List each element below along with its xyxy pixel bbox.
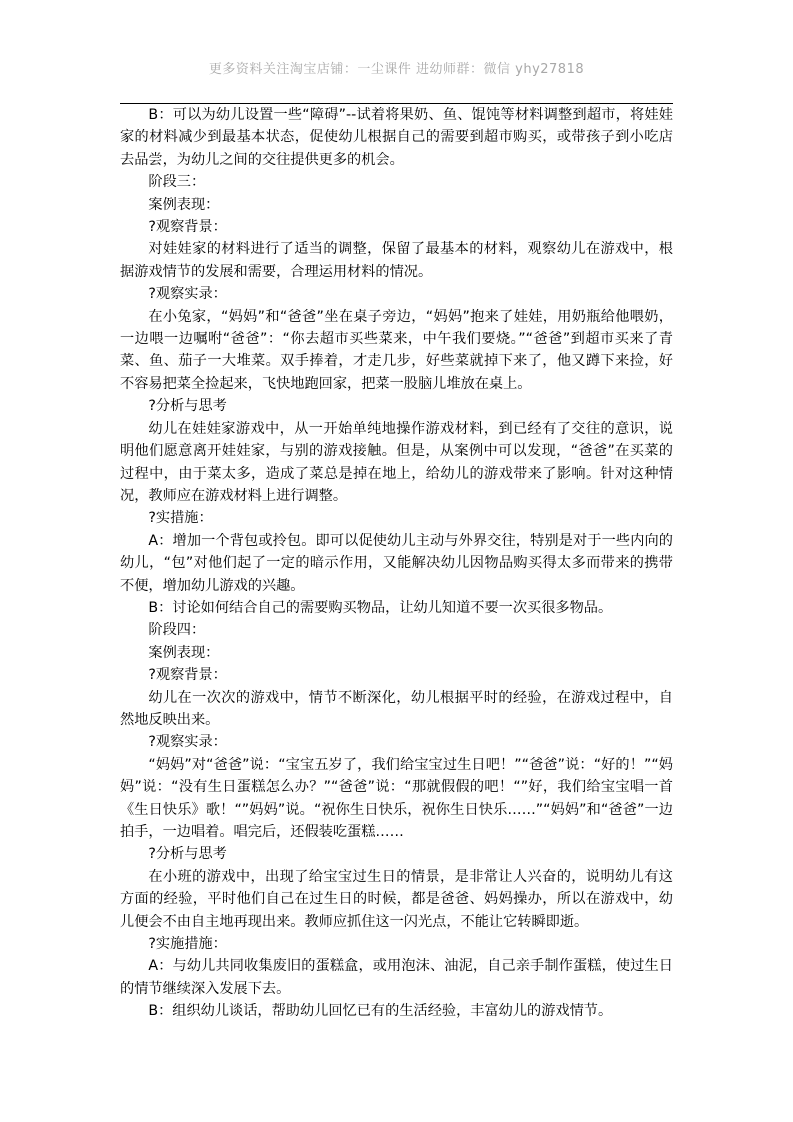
paragraph: 幼儿在一次次的游戏中，情节不断深化，幼儿根据平时的经验，在游戏过程中，自然地反映出来。 xyxy=(120,689,673,728)
paragraph: A：与幼儿共同收集废旧的蛋糕盒，或用泡沫、油泥，自己亲手制作蛋糕，使过生日的情节继续深入发展下去。 xyxy=(120,958,673,997)
paragraph: B：可以为幼儿设置一些“障碍”--试着将果奶、鱼、馄饨等材料调整到超市，将娃娃家的材料减少到最基本状态，促使幼儿根据自己的需要到超市购买，或带孩子到小吃店去品尝，为幼儿之间的交往提供更多的机会。 xyxy=(120,107,673,168)
paragraph: A：增加一个背包或拎包。即可以促使幼儿主动与外界交往，特别是对于一些内向的幼儿，“包”对他们起了一定的暗示作用，又能解决幼儿因物品购买得太多而带来的携带不便，增加幼儿游戏的兴趣。 xyxy=(120,532,673,594)
subheading: 案例表现： xyxy=(148,644,220,661)
section-heading: 阶段四： xyxy=(148,622,206,639)
subheading: ?分析与思考 xyxy=(148,398,227,415)
subheading: ?分析与思考 xyxy=(148,846,227,863)
page-header: 更多资料关注淘宝店铺：一尘课件 进幼师群：微信 yhy27818 xyxy=(208,62,585,77)
subheading: 案例表现： xyxy=(148,196,220,213)
document-body xyxy=(120,104,673,1023)
paragraph: 幼儿在娃娃家游戏中，从一开始单纯地操作游戏材料，到已经有了交往的意识，说明他们愿意离开娃娃家，与别的游戏接触。但是，从案例中可以发现，“爸爸”在买菜的过程中，由于菜太多，造成了菜总是掉在地上，给幼儿的游戏带来了影响。针对这种情况，教师应在游戏材料上进行调整。 xyxy=(120,420,673,504)
subheading: ?实施措施： xyxy=(148,936,227,953)
subheading: ?观察背景： xyxy=(148,667,227,684)
paragraph: 在小班的游戏中，出现了给宝宝过生日的情景，是非常让人兴奋的，说明幼儿有这方面的经验，平时他们自己在过生日的时候，都是爸爸、妈妈操办，所以在游戏中，幼儿便会不由自主地再现出来。教师应抓住这一闪光点，不能让它转瞬即逝。 xyxy=(120,868,673,930)
paragraph: 对娃娃家的材料进行了适当的调整，保留了最基本的材料，观察幼儿在游戏中，根据游戏情节的发展和需要，合理运用材料的情况。 xyxy=(120,241,673,280)
section-heading: 阶段三： xyxy=(148,174,206,191)
paragraph: 在小兔家，“妈妈”和“爸爸”坐在桌子旁边，“妈妈”抱来了娃娃，用奶瓶给他喂奶，一边喂一边嘱咐“爸爸”：“你去超市买些菜来，中午我们要烧。”“爸爸”到超市买来了青菜、鱼、茄子一大堆菜。双手捧着，才走几步，好些菜就掉下来了，他又蹲下来捡，好不容易把菜全捡起来，飞快地跑回家，把菜一股脑儿堆放在桌上。 xyxy=(120,308,673,392)
paragraph: B：组织幼儿谈话，帮助幼儿回忆已有的生活经验，丰富幼儿的游戏情节。 xyxy=(148,1003,613,1020)
subheading: ?观察背景： xyxy=(148,219,227,236)
subheading: ?观察实录： xyxy=(148,286,227,303)
subheading: ?实措施： xyxy=(148,510,213,527)
paragraph: B：讨论如何结合自己的需要购买物品，让幼儿知道不要一次买很多物品。 xyxy=(148,599,613,616)
paragraph: “妈妈”对“爸爸”说：“宝宝五岁了，我们给宝宝过生日吧！”“爸爸”说：“好的！”“妈妈”说：“没有生日蛋糕怎么办？”“爸爸”说：“那就假假的吧！“”好，我们给宝宝唱一首《生日快乐》歌！“”妈妈”说。“祝你生日快乐，祝你生日快乐……”“妈妈”和“爸爸”一边拍手，一边唱着。唱完后，还假装吃蛋糕…… xyxy=(120,756,673,840)
subheading: ?观察实录： xyxy=(148,734,227,751)
